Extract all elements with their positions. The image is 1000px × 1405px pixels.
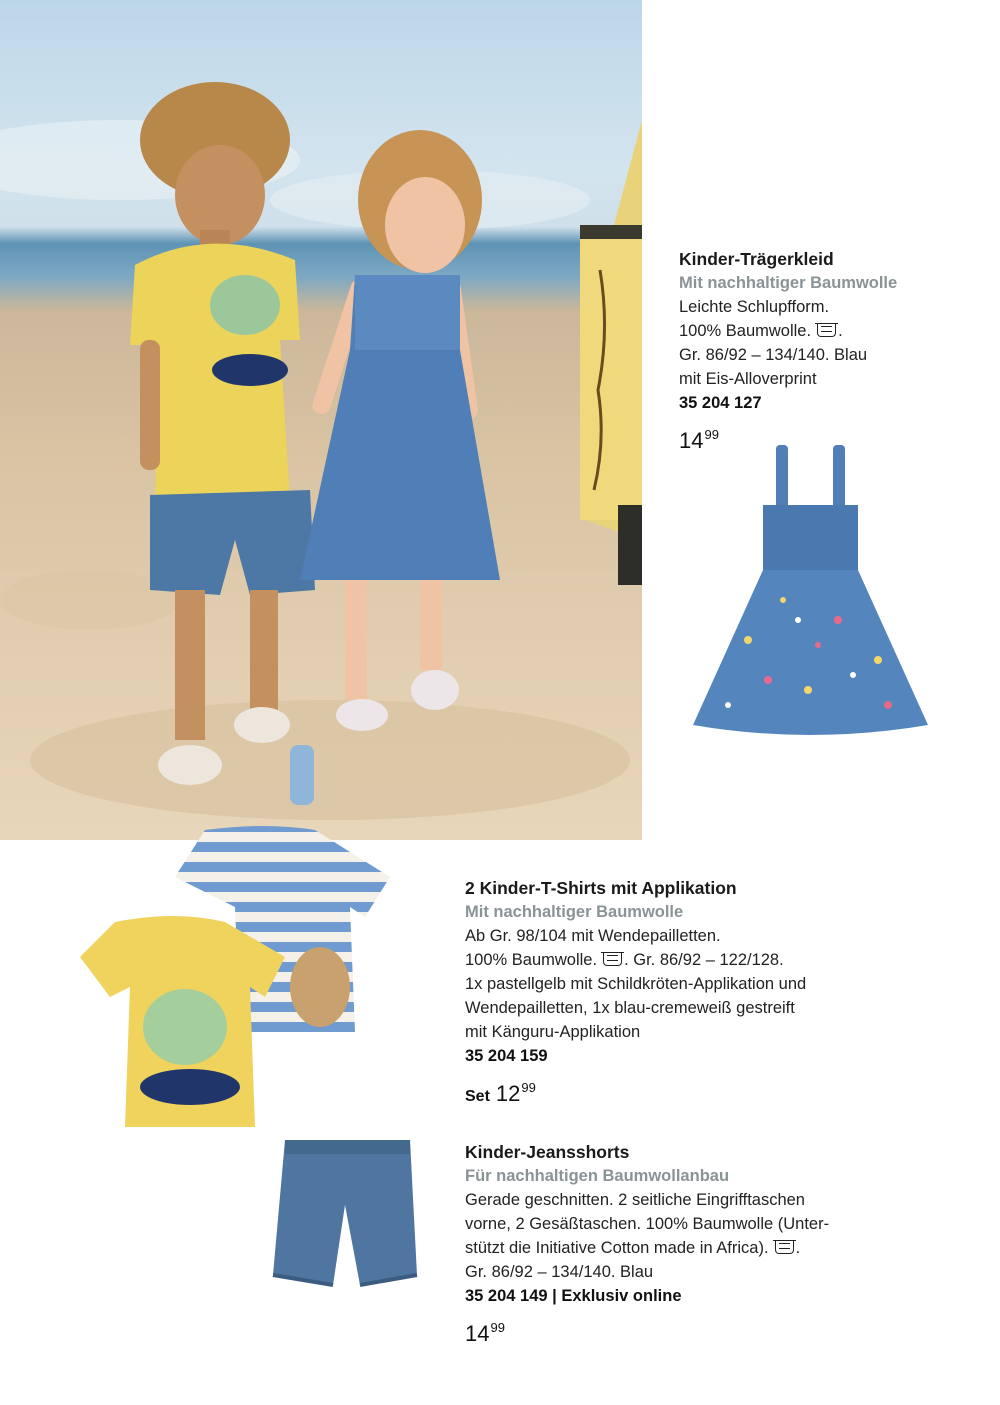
product-dress-info [679,247,897,455]
product-description-line: Gerade geschnitten. 2 seitliche Eingrifftaschen [465,1191,805,1209]
product-tshirts-info [465,876,806,1111]
product-subtitle: Mit nachhaltiger Baumwolle [465,903,684,921]
product-description-line: 100% Baumwolle. . Gr. 86/92 – 122/128. [465,951,784,969]
sand-toy [290,745,314,805]
product-price [465,1074,806,1111]
product-description-line: Ab Gr. 98/104 mit Wendepailletten. [465,927,721,945]
beach-scene-illustration [0,0,642,840]
price-cents: 99 [521,1080,536,1095]
shorts-product-image [265,1135,420,1295]
tshirts-product-image [75,822,395,1132]
price-euros: 14 [465,1321,490,1346]
hero-photo [0,0,642,840]
washing-30-icon [775,1241,794,1254]
product-price [465,1314,829,1348]
dress-product-image [688,440,933,740]
article-number: 35 204 127 [679,394,762,412]
washing-30-icon [817,324,836,337]
product-shorts-info [465,1140,829,1348]
price-cents: 99 [704,427,719,442]
article-number: 35 204 159 [465,1047,548,1065]
price-cents: 99 [490,1320,505,1335]
product-description-line: Wendepailletten, 1x blau-cremeweiß gestreift [465,999,795,1017]
product-description-line: 1x pastellgelb mit Schildkröten-Applikation und [465,975,807,993]
product-description-line: Gr. 86/92 – 134/140. Blau [679,346,868,364]
product-description-line: 100% Baumwolle. . [679,322,843,340]
van [580,120,642,585]
price-prefix: Set [465,1088,490,1105]
price-euros: 12 [495,1081,521,1106]
product-subtitle: Für nachhaltigen Baumwollanbau [465,1167,730,1185]
price-euros: 14 [679,428,704,453]
product-title: 2 Kinder-T-Shirts mit Applikation [465,878,737,898]
product-description-line: vorne, 2 Gesäßtaschen. 100% Baumwolle (Unter- [465,1215,830,1233]
product-title: Kinder-Trägerkleid [679,249,834,269]
product-description-line: mit Eis-Alloverprint [679,370,817,388]
article-number: 35 204 149 | Exklusiv online [465,1287,682,1305]
product-description-line: mit Känguru-Applikation [465,1023,641,1041]
product-description-line: stützt die Initiative Cotton made in Africa). . [465,1239,801,1257]
product-subtitle: Mit nachhaltiger Baumwolle [679,274,898,292]
product-title: Kinder-Jeansshorts [465,1142,630,1162]
product-description-line: Leichte Schlupfform. [679,298,830,316]
product-description-line: Gr. 86/92 – 134/140. Blau [465,1263,654,1281]
washing-30-icon [603,953,622,966]
